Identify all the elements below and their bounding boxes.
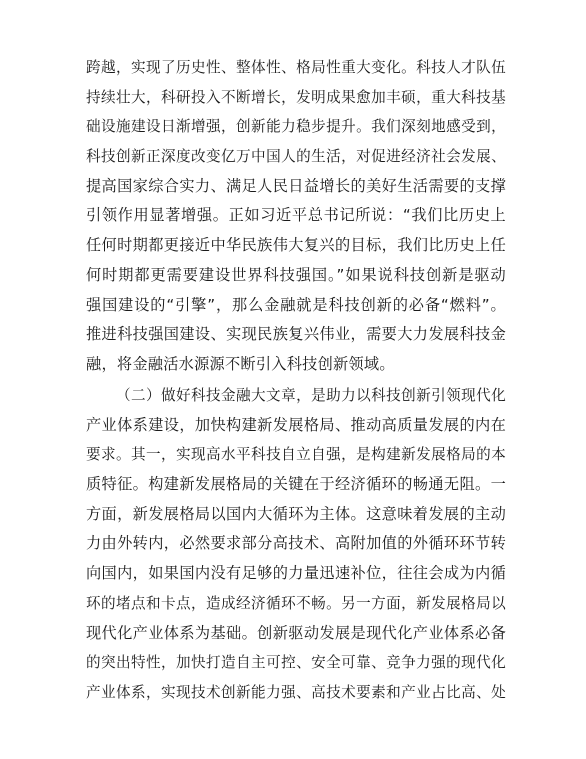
text-line: 产业体系建设，加快构建新发展格局、推动高质量发展的内在 [86, 415, 506, 434]
text-line: 方面，新发展格局以国内大循环为主体。这意味着发展的主动 [86, 504, 506, 523]
text-line: 何时期都更需要建设世界科技强国。”如果说科技创新是驱动 [86, 265, 506, 284]
text-line: 力由外转内，必然要求部分高技术、高附加值的外循环环节转 [86, 534, 506, 553]
text-line: 引领作用显著增强。正如习近平总书记所说：“我们比历史上 [86, 206, 506, 225]
text-line: 任何时期都更接近中华民族伟大复兴的目标，我们比历史上任 [86, 236, 506, 255]
paragraph-1 [86, 53, 506, 380]
text-line-first: （二）做好科技金融大文章，是助力以科技创新引领现代化 [116, 387, 506, 404]
paragraph-2 [86, 381, 506, 708]
text-line: 提高国家综合实力、满足人民日益增长的美好生活需要的支撑 [86, 176, 506, 195]
text-line: 的突出特性，加快打造自主可控、安全可靠、竞争力强的现代化 [86, 654, 506, 672]
text-line: 质特征。构建新发展格局的关键在于经济循环的畅通无阻。一 [86, 475, 506, 494]
text-line: 向国内，如果国内没有足够的力量迅速补位，往往会成为内循 [86, 564, 506, 583]
text-line: 产业体系，实现技术创新能力强、高技术要素和产业占比高、处 [86, 683, 506, 701]
text-line-last: 融，将金融活水源源不断引入科技创新领域。 [86, 354, 395, 373]
text-line: 现代化产业体系为基础。创新驱动发展是现代化产业体系必备 [86, 623, 506, 642]
text-line: 础设施建设日渐增强，创新能力稳步提升。我们深刻地感受到， [86, 118, 506, 136]
text-line: 跨越，实现了历史性、整体性、格局性重大变化。科技人才队伍 [86, 59, 506, 76]
text-line: 持续壮大，科研投入不断增长，发明成果愈加丰硕，重大科技基 [86, 88, 506, 106]
text-line: 环的堵点和卡点，造成经济循环不畅。另一方面，新发展格局以 [86, 594, 506, 612]
text-line: 要求。其一，实现高水平科技自立自强，是构建新发展格局的本 [86, 446, 506, 464]
text-line: 科技创新正深度改变亿万中国人的生活，对促进经济社会发展、 [86, 148, 506, 166]
text-line: 强国建设的“引擎”，那么金融就是科技创新的必备“燃料”。 [86, 295, 506, 314]
text-line: 推进科技强国建设、实现民族复兴伟业，需要大力发展科技金 [86, 325, 506, 344]
